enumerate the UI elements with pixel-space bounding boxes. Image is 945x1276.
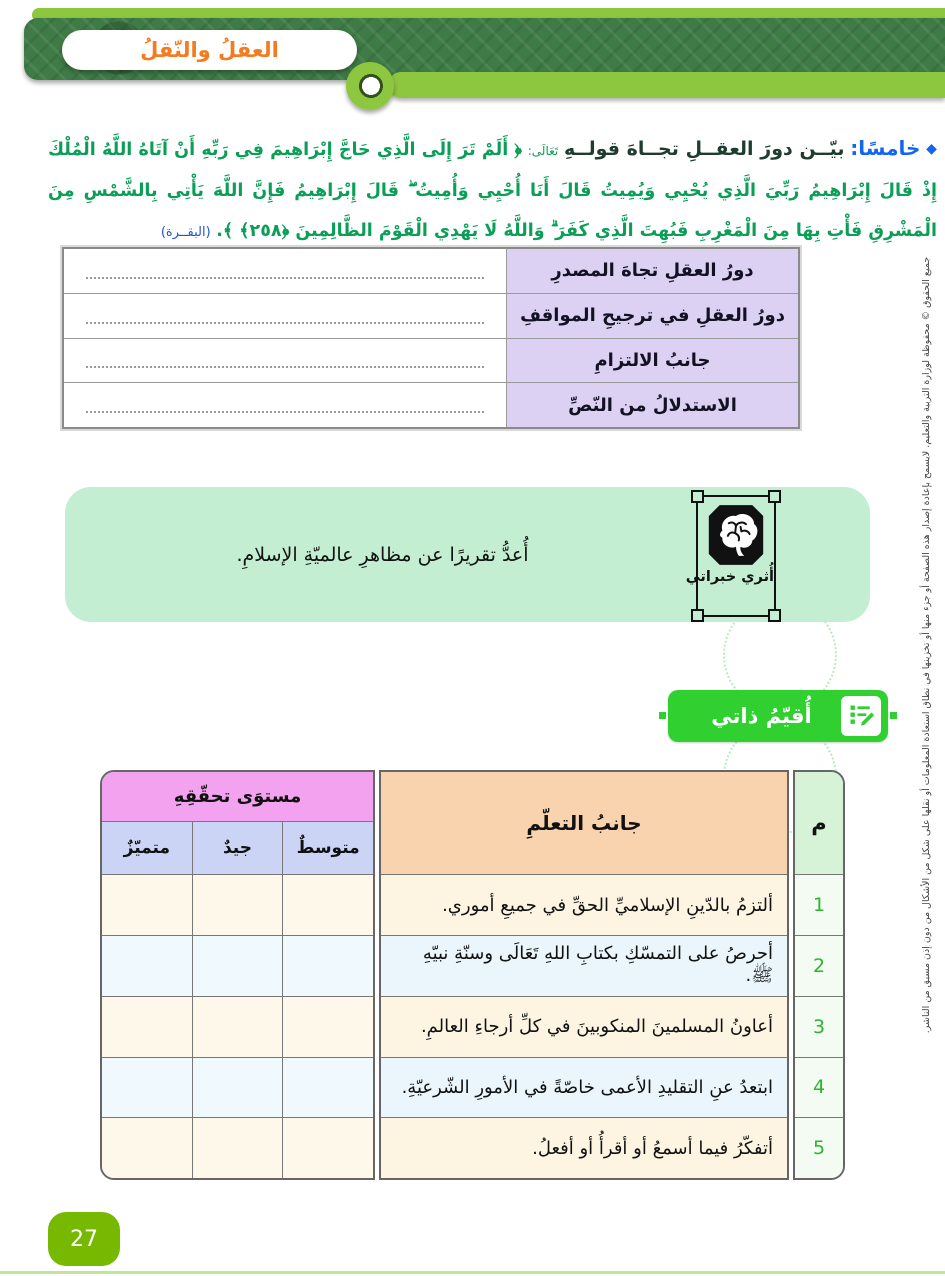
aspect-statement: ابتعدُ عنِ التقليدِ الأعمى خاصّةً في الأمورِ الشّرعيّةِ. xyxy=(381,1057,787,1118)
enrich-experiences-box xyxy=(65,487,870,622)
level-row xyxy=(102,1057,373,1118)
answer-line[interactable] xyxy=(86,308,484,324)
row-header-source-role: دورُ العقلِ تجاهَ المصدرِ xyxy=(506,249,798,293)
exercise-prompt: بيّــن دورَ العقــلِ تجــاهَ قولــهِ xyxy=(563,137,845,160)
bottom-accent-line xyxy=(0,1271,945,1274)
taala-word: تَعَالَى: xyxy=(527,143,559,158)
answer-cell[interactable] xyxy=(64,383,506,427)
level-cell[interactable] xyxy=(192,1058,283,1118)
level-row xyxy=(102,935,373,996)
answer-cell[interactable] xyxy=(64,294,506,338)
frame-corner-ornament xyxy=(768,609,781,622)
level-cell[interactable] xyxy=(282,875,373,935)
brain-icon xyxy=(707,503,765,567)
level-cell[interactable] xyxy=(192,936,283,996)
levels-column-group xyxy=(100,770,375,1180)
frame-corner-ornament xyxy=(768,490,781,503)
aspect-statement: أعاونُ المسلمينَ المنكوبينَ في كلِّ أرجاءِ العالمِ. xyxy=(381,996,787,1057)
ribbon-notch xyxy=(890,712,897,719)
row-number: 4 xyxy=(795,1057,843,1118)
banner-ring-ornament xyxy=(346,62,394,110)
aspect-column-header: جانبُ التعلّمِ xyxy=(381,772,787,874)
row-number: 2 xyxy=(795,935,843,996)
frame-corner-ornament xyxy=(691,490,704,503)
self-evaluate-label: أُقيّمُ ذاتي xyxy=(711,704,812,728)
level-row xyxy=(102,874,373,935)
row-number: 1 xyxy=(795,874,843,935)
row-header-inference: الاستدلالُ من النّصِّ xyxy=(506,383,798,427)
answer-cell[interactable] xyxy=(64,249,506,293)
level-header-good: جيدٌ xyxy=(192,822,283,875)
enrich-badge-label: أُثري خبراتي xyxy=(685,569,774,585)
lesson-title: العقلُ والنّقلُ xyxy=(140,38,279,62)
table-row xyxy=(64,339,798,384)
answer-line[interactable] xyxy=(86,352,484,368)
lesson-title-tab xyxy=(62,30,357,70)
aspect-column xyxy=(379,770,789,1180)
enrich-task-text: أُعدُّ تقريرًا عن مظاهرِ عالميّةِ الإسلامِ. xyxy=(236,543,529,566)
level-header-excellent: متميّزٌ xyxy=(102,822,192,875)
copyright-edge-text: جميع الحقوق © محفوظة لوزارة التربية والتعليم. لايسمح بإعادة إصدار هذه الصفحة أو جزء منها أو تخزينها في نطاق استعادة المعلومات أو نقلها على شكل من الأشكال من دون إذن مسبق من الناشر. xyxy=(921,256,932,1034)
level-cell[interactable] xyxy=(102,875,192,935)
level-cell[interactable] xyxy=(102,1118,192,1178)
page-number: 27 xyxy=(70,1226,98,1252)
diamond-bullet-icon: ◆ xyxy=(926,140,937,157)
number-column-header: م xyxy=(795,772,843,874)
row-number: 5 xyxy=(795,1117,843,1178)
level-cell[interactable] xyxy=(192,875,283,935)
row-header-weighing-positions: دورُ العقلِ في ترجيحِ المواقفِ xyxy=(506,294,798,338)
ribbon-icon-box xyxy=(841,696,881,736)
exercise-number-label: خامسًا: xyxy=(850,135,921,160)
level-cell[interactable] xyxy=(192,1118,283,1178)
frame-corner-ornament xyxy=(691,609,704,622)
checklist-pencil-icon xyxy=(847,702,875,730)
aspect-statement: ألتزمُ بالدّينِ الإسلاميِّ الحقِّ في جميعِ أموري. xyxy=(381,874,787,935)
level-cell[interactable] xyxy=(282,1058,373,1118)
table-row xyxy=(64,249,798,294)
ribbon-notch xyxy=(659,712,666,719)
exercise-five-paragraph xyxy=(48,128,937,253)
level-header-average: متوسطٌ xyxy=(282,822,373,875)
level-cell[interactable] xyxy=(282,997,373,1057)
answer-line[interactable] xyxy=(86,397,484,413)
row-header-commitment: جانبُ الالتزامِ xyxy=(506,339,798,383)
page-number-badge xyxy=(48,1212,120,1266)
banner-bottom-strip xyxy=(388,72,945,98)
level-cell[interactable] xyxy=(102,997,192,1057)
surah-reference: (البقــرة) xyxy=(160,224,211,240)
quran-verse: ﴿ أَلَمْ تَرَ إِلَى الَّذِي حَاجَّ إِبْرَاهِيمَ فِي رَبِّهِ أَنْ آتَاهُ اللَّهُ الْمُلْكَ إِذْ قَالَ إِبْرَاهِيمُ رَبِّيَ الَّذِي يُحْيِي وَيُمِيتُ قَالَ أَنَا أُحْيِي وَأُمِيتُ ۖ قَالَ إِبْرَاهِيمُ فَإِنَّ اللَّهَ يَأْتِي بِالشَّمْسِ مِنَ الْمَشْرِقِ فَأْتِ بِهَا مِنَ الْمَغْرِبِ فَبُهِتَ الَّذِي كَفَرَ ۗ وَاللَّهُ لَا يَهْدِي الْقَوْمَ الظَّالِمِينَ ﴿٢٥٨﴾ ﴾. xyxy=(48,139,937,241)
self-evaluate-ribbon xyxy=(668,690,888,742)
level-row xyxy=(102,1117,373,1178)
aspect-statement: أتفكّرُ فيما أسمعُ أو أقرأُ أو أفعلُ. xyxy=(381,1117,787,1178)
aspect-statement: أحرصُ على التمسّكِ بكتابِ اللهِ تَعَالَى وسنّةِ نبيّهِ ﷺ. xyxy=(381,935,787,996)
table-row xyxy=(64,294,798,339)
analysis-table xyxy=(62,247,800,429)
level-row xyxy=(102,996,373,1057)
level-cell[interactable] xyxy=(192,997,283,1057)
header-banner xyxy=(10,8,945,100)
answer-line[interactable] xyxy=(86,263,484,279)
levels-sub-header xyxy=(102,822,373,875)
answer-cell[interactable] xyxy=(64,339,506,383)
level-cell[interactable] xyxy=(282,1118,373,1178)
table-row xyxy=(64,383,798,427)
level-cell[interactable] xyxy=(102,936,192,996)
level-cell[interactable] xyxy=(282,936,373,996)
levels-group-header: مستوَى تحقّقِهِ xyxy=(102,772,373,822)
number-column xyxy=(793,770,845,1180)
row-number: 3 xyxy=(795,996,843,1057)
self-assessment-table xyxy=(100,770,845,1180)
level-cell[interactable] xyxy=(102,1058,192,1118)
enrich-badge-frame xyxy=(685,495,776,617)
